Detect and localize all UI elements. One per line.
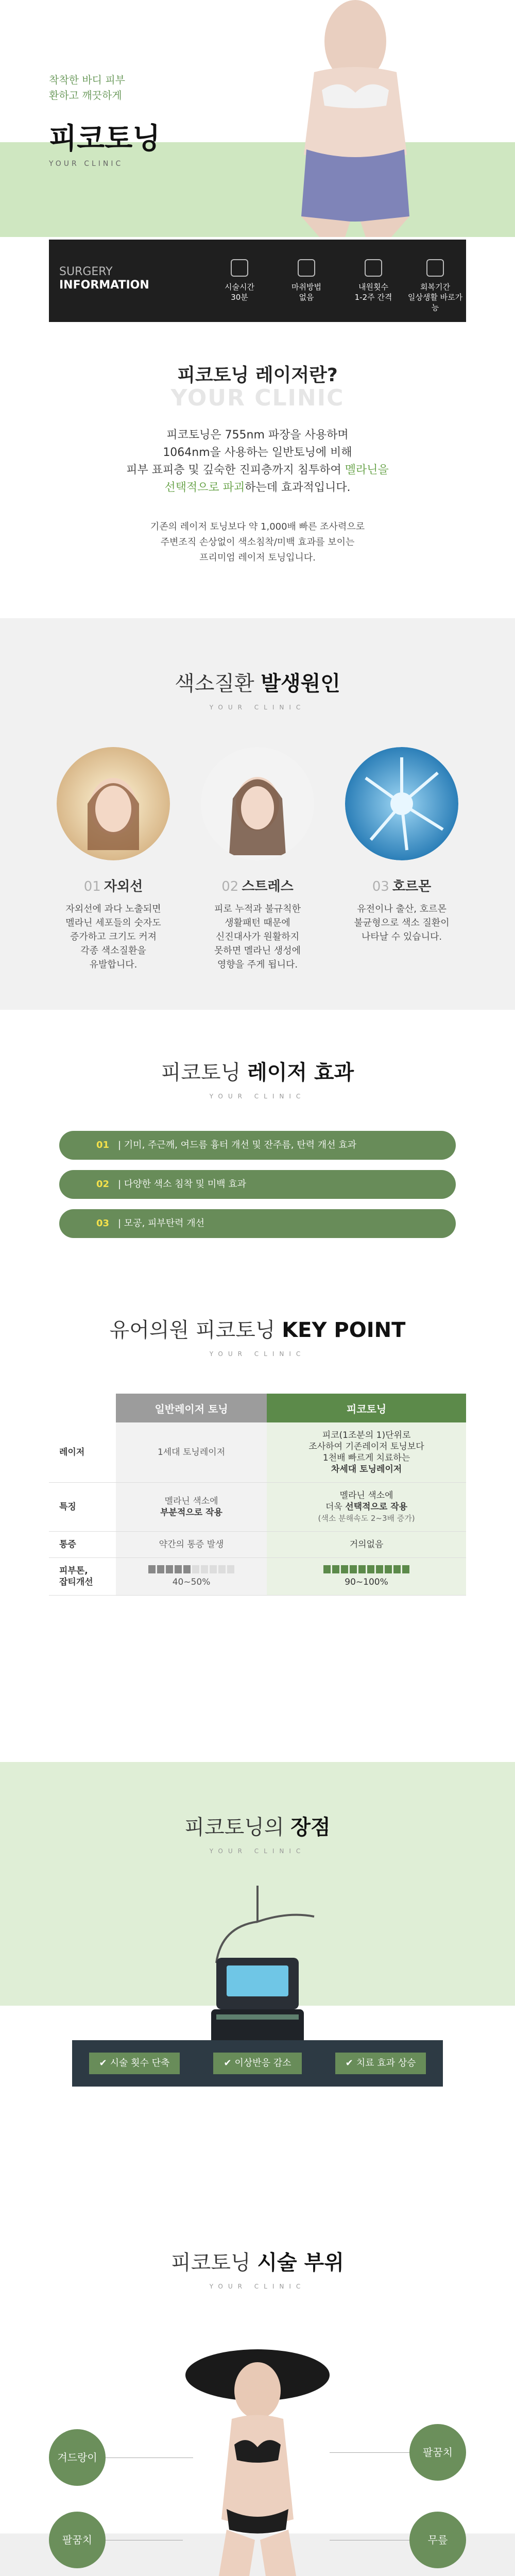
- cell-line: 부분적으로 작용: [160, 1507, 222, 1518]
- cause-desc-line: 각종 색소질환을: [80, 945, 146, 956]
- meter-segment: [201, 1565, 208, 1573]
- effect-text-value: 기미, 주근깨, 여드름 흉터 개선 및 잔주름, 탄력 개선 효과: [124, 1140, 356, 1150]
- cause-desc-line: 유전이나 출산, 호르몬: [357, 904, 447, 914]
- meter-segment: [376, 1565, 383, 1573]
- pico-effect-meter: [270, 1565, 463, 1573]
- cell-line: 조사하여 기존레이저 토닝보다: [308, 1442, 424, 1452]
- cell-line: 멜라닌 색소에: [164, 1496, 218, 1506]
- meter-segment: [218, 1565, 226, 1573]
- table-row-feature: [49, 1483, 466, 1532]
- info-value: 없음: [299, 293, 314, 302]
- intro-highlight: 멜라닌을: [345, 464, 389, 477]
- title-bold: 장점: [290, 1816, 331, 1839]
- intro-line: 프리미엄 레이저 토닝입니다.: [199, 552, 316, 563]
- cell-pico: [267, 1483, 466, 1532]
- hero-section: [0, 0, 515, 237]
- effect-text-value: 모공, 피부탄력 개선: [124, 1218, 205, 1229]
- advantage-badge: [213, 2053, 301, 2074]
- info-title-main: INFORMATION: [59, 279, 149, 292]
- row-label-line: 잡티개선: [59, 1577, 93, 1587]
- cause-item-uv: [49, 747, 178, 972]
- title-bold: 레이저 효과: [247, 1061, 354, 1084]
- cell-line: 차세대 토닝레이저: [331, 1464, 402, 1475]
- cell-text: 더욱: [325, 1502, 346, 1512]
- cause-desc: [337, 902, 466, 944]
- title-part: 피코토닝의: [184, 1816, 291, 1839]
- title-bold: 시술 부위: [257, 2251, 344, 2275]
- cell-pico: 거의없음: [267, 1532, 466, 1558]
- spot-elbow-right: 팔꿈치: [409, 2424, 466, 2481]
- meter-segment: [157, 1565, 164, 1573]
- cause-desc-line: 피로 누적과 불규칙한: [214, 904, 301, 914]
- keypoint-en: YOUR CLINIC: [209, 1350, 306, 1358]
- table-row-effect: [49, 1558, 466, 1596]
- effect-num: 02: [96, 1179, 110, 1190]
- cause-title-text: 자외선: [104, 879, 143, 894]
- info-label: 회복기간: [420, 282, 450, 292]
- hero-model-image: [252, 0, 458, 237]
- title-part: 색소질환: [175, 672, 261, 696]
- intro-section: [0, 361, 515, 566]
- meter-segment: [323, 1565, 331, 1573]
- general-effect-meter: [119, 1565, 264, 1573]
- intro-line: 1064nm을 사용하는 일반토닝에 비해: [163, 446, 352, 459]
- title-part: 피코토닝: [161, 1061, 248, 1084]
- treatment-area-section: [0, 2215, 515, 2576]
- cell-general: [116, 1483, 267, 1532]
- cell-line: 1천배 빠르게 치료하는: [322, 1453, 410, 1463]
- cell-line: 멜라닌 색소에: [339, 1490, 393, 1501]
- effects-en: YOUR CLINIC: [209, 1093, 306, 1100]
- intro-line: 기존의 레이저 토닝보다 약 1,000배 빠른 조사력으로: [150, 521, 365, 532]
- cell-line: 40~50%: [172, 1577, 211, 1587]
- meter-segment: [210, 1565, 217, 1573]
- advantage-text: 시술 횟수 단축: [110, 2058, 170, 2069]
- intro-line: [0, 479, 515, 497]
- cause-item-stress: [193, 747, 322, 972]
- spot-knee: 무릎: [409, 2512, 466, 2568]
- row-label: [49, 1558, 116, 1596]
- meter-segment: [227, 1565, 234, 1573]
- cause-desc: [193, 902, 322, 972]
- effects-title: [0, 1056, 515, 1086]
- effect-item: [59, 1209, 456, 1238]
- intro-title: 피코토닝 레이저란?: [177, 365, 338, 386]
- cause-desc-line: 못하면 멜라닌 생성에: [214, 945, 301, 956]
- cause-num: 01: [83, 879, 101, 894]
- intro-en-watermark: YOUR CLINIC: [170, 385, 345, 411]
- hero-tag-line2: 환하고 깨끗하게: [49, 89, 122, 101]
- cause-desc-line: 영향을 주게 됩니다.: [217, 959, 298, 970]
- meter-segment: [393, 1565, 401, 1573]
- cell-line: 피코(1조분의 1)단위로: [322, 1430, 411, 1440]
- table-header-pico: 피코토닝: [267, 1394, 466, 1422]
- info-label: 시술시간: [225, 282, 254, 292]
- cause-desc-line: 불균형으로 색소 질환이: [354, 918, 450, 928]
- info-label: 내원횟수: [358, 282, 388, 292]
- meter-segment: [175, 1565, 182, 1573]
- cause-desc-line: 나타날 수 있습니다.: [361, 931, 442, 942]
- title-part: 유어의원 피코토닝: [109, 1318, 282, 1342]
- calendar-icon: [365, 259, 382, 277]
- advantages-bar: [72, 2040, 443, 2087]
- title-bold: 발생원인: [261, 672, 340, 696]
- intro-line: 피코토닝은 755nm 파장을 사용하며: [166, 429, 349, 442]
- meter-segment: [385, 1565, 392, 1573]
- hero-subtitle: YOUR CLINIC: [49, 160, 124, 168]
- meter-segment: [183, 1565, 191, 1573]
- table-header-general: 일반레이저 토닝: [116, 1394, 267, 1422]
- advantages-en: YOUR CLINIC: [209, 1848, 306, 1855]
- row-label-line: 피부톤,: [59, 1566, 88, 1576]
- info-item-anesthesia: [276, 259, 337, 302]
- cell-pico: [267, 1422, 466, 1483]
- cause-desc-line: 증가하고 크기도 커져: [70, 931, 157, 942]
- effects-section: [0, 1056, 515, 1248]
- keypoint-title: [0, 1314, 515, 1343]
- cause-item-hormone: [337, 747, 466, 972]
- row-label: 레이저: [49, 1422, 116, 1483]
- table-row-pain: [49, 1532, 466, 1558]
- effect-item: [59, 1131, 456, 1160]
- info-value: 1-2주 간격: [354, 293, 392, 302]
- effect-text: | 기미, 주근깨, 여드름 흉터 개선 및 잔주름, 탄력 개선 효과: [118, 1140, 356, 1150]
- cause-title: [49, 876, 178, 895]
- page-title: 피코토닝: [49, 122, 161, 156]
- hero-tag-line1: 착착한 바디 피부: [49, 74, 125, 86]
- intro-text: 하는데 효과적입니다.: [245, 481, 351, 494]
- cell-text-bold: 선택적으로 작용: [345, 1502, 408, 1512]
- cause-title: [337, 876, 466, 895]
- check-icon: ✔: [99, 2058, 107, 2069]
- info-label: 마취방법: [291, 282, 321, 292]
- area-header: [0, 2215, 515, 2290]
- info-item-visits: [342, 259, 404, 302]
- cause-desc: [49, 902, 178, 972]
- syringe-icon: [298, 259, 315, 277]
- cell-general: [116, 1558, 267, 1596]
- meter-segment: [350, 1565, 357, 1573]
- row-label: 특징: [49, 1483, 116, 1532]
- causes-header: [0, 618, 515, 711]
- cause-desc-line: 자외선에 과다 노출되면: [65, 904, 161, 914]
- cause-list: [49, 747, 466, 972]
- cell-general: 약간의 통증 발생: [116, 1532, 267, 1558]
- title-bold: KEY POINT: [282, 1318, 406, 1342]
- meter-segment: [332, 1565, 339, 1573]
- effects-list: [59, 1131, 456, 1238]
- causes-section: [0, 618, 515, 1010]
- title-part: 피코토닝: [171, 2251, 258, 2275]
- advantage-text: 치료 효과 상승: [356, 2058, 416, 2069]
- table-header-row: [49, 1394, 466, 1422]
- area-en: YOUR CLINIC: [209, 2283, 306, 2290]
- cause-desc-line: 멜라닌 세포들의 숫자도: [65, 918, 161, 928]
- advantages-title: [0, 1811, 515, 1840]
- advantage-badge: [335, 2053, 426, 2074]
- advantage-badge: [89, 2053, 180, 2074]
- table-header-blank: [49, 1394, 116, 1422]
- meter-segment: [192, 1565, 199, 1573]
- meter-segment: [402, 1565, 409, 1573]
- effect-text: | 모공, 피부탄력 개선: [118, 1218, 205, 1229]
- meter-segment: [166, 1565, 173, 1573]
- cause-desc-line: 유발합니다.: [89, 959, 138, 970]
- info-value: 일상생활 바로가능: [407, 293, 463, 312]
- advantage-text: 이상반응 감소: [234, 2058, 291, 2069]
- intro-text: 피부 표피층 및 깊숙한 진피층까지 침투하여: [126, 464, 345, 477]
- bikini-model-image: [170, 2334, 345, 2576]
- intro-paragraph: [0, 427, 515, 497]
- cause-num: 02: [221, 879, 239, 894]
- info-value: 30분: [231, 293, 248, 302]
- surgery-info-bar: [49, 240, 466, 322]
- area-title: [0, 2246, 515, 2276]
- meter-segment: [148, 1565, 156, 1573]
- cause-title-text: 호르몬: [392, 879, 432, 894]
- clock-icon: [231, 259, 248, 277]
- effect-text-value: 다양한 색소 침착 및 미백 효과: [124, 1179, 247, 1190]
- uv-sun-image: [57, 747, 170, 860]
- table-row-laser: [49, 1422, 466, 1483]
- advantages-section: [0, 1762, 515, 2205]
- cause-desc-line: 생활패턴 때문에: [225, 918, 290, 928]
- advantages-header: [0, 1762, 515, 1855]
- stress-woman-image: [201, 747, 314, 860]
- row-label: 통증: [49, 1532, 116, 1558]
- intro-paragraph-2: [0, 519, 515, 566]
- causes-title: [0, 667, 515, 697]
- info-title: [59, 265, 149, 292]
- meter-segment: [358, 1565, 366, 1573]
- neuron-image: [345, 747, 458, 860]
- effect-num: 03: [96, 1218, 110, 1229]
- meter-segment: [341, 1565, 348, 1573]
- intro-line: 주변조직 손상없이 색소침착/미백 효과를 보이는: [160, 537, 355, 548]
- cell-line: [270, 1501, 463, 1513]
- cell-general: 1세대 토닝레이저: [116, 1422, 267, 1483]
- cause-title-text: 스트레스: [242, 879, 294, 894]
- effect-item: [59, 1170, 456, 1199]
- heart-icon: [426, 259, 444, 277]
- meter-segment: [367, 1565, 374, 1573]
- cause-num: 03: [372, 879, 389, 894]
- info-title-en: SURGERY: [59, 265, 113, 278]
- comparison-table: [49, 1394, 466, 1596]
- spot-armpit: 겨드랑이: [49, 2429, 106, 2486]
- cause-title: [193, 876, 322, 895]
- keypoint-section: [0, 1314, 515, 1596]
- hero-tagline: [49, 72, 125, 103]
- cell-pico: [267, 1558, 466, 1596]
- check-icon: ✔: [345, 2058, 353, 2069]
- cell-line: (색소 분해속도 2~3배 증가): [318, 1514, 415, 1523]
- info-item-recovery: [404, 259, 466, 313]
- intro-line: [0, 462, 515, 479]
- info-item-time: [209, 259, 270, 302]
- cell-line: 90~100%: [345, 1577, 388, 1587]
- effect-num: 01: [96, 1140, 110, 1150]
- cause-desc-line: 신진대사가 원활하지: [215, 931, 300, 942]
- intro-highlight: 선택적으로 파괴: [164, 481, 245, 494]
- spot-elbow-left: 팔꿈치: [49, 2512, 106, 2568]
- check-icon: ✔: [224, 2058, 232, 2069]
- effect-text: | 다양한 색소 침착 및 미백 효과: [118, 1179, 247, 1190]
- causes-en: YOUR CLINIC: [209, 704, 306, 711]
